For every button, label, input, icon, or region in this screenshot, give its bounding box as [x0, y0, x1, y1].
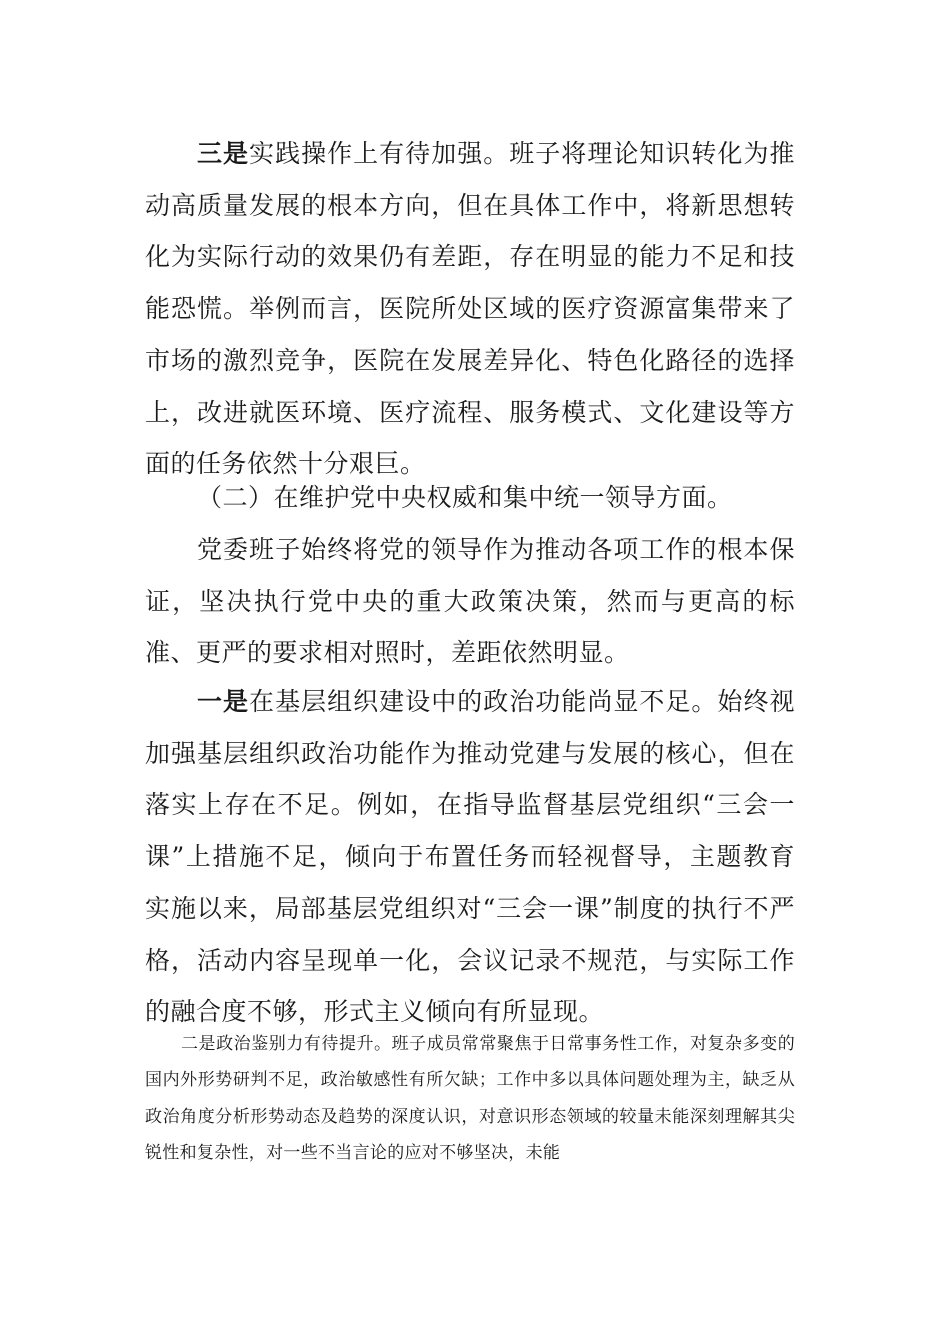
paragraph-grassroots — [145, 676, 795, 1038]
paragraph-practice — [145, 128, 795, 490]
paragraph-lead: 三是 — [197, 139, 250, 168]
paragraph-leadership: 党委班子始终将党的领导作为推动各项工作的根本保证，坚决执行党中央的重大政策决策，然而与更高的标准、更严的要求相对照时，差距依然明显。 — [145, 535, 795, 668]
paragraph-political-discernment: 二是政治鉴别力有待提升。班子成员常常聚焦于日常事务性工作，对复杂多变的国内外形势研判不足，政治敏感性有所欠缺；工作中多以具体问题处理为主，缺乏从政治角度分析形势动态及趋势的深度认识，对意识形态领域的较量未能深刻理解其尖锐性和复杂性，对一些不当言论的应对不够坚决，未能 — [145, 1034, 795, 1163]
paragraph-text: 在基层组织建设中的政治功能尚显不足。始终视加强基层组织政治功能作为推动党建与发展的核心，但在落实上存在不足。例如，在指导监督基层党组织“三会一课”上措施不足，倾向于布置任务而轻视督导，主题教育实施以来，局部基层党组织对“三会一课”制度的执行不严格，活动内容呈现单一化，会议记录不规范，与实际工作的融合度不够，形式主义倾向有所显现。 — [145, 687, 795, 1027]
section-heading: （二）在维护党中央权威和集中统一领导方面。 — [197, 483, 733, 512]
paragraph-lead: 一是 — [197, 687, 250, 716]
paragraph-text: 实践操作上有待加强。班子将理论知识转化为推动高质量发展的根本方向，但在具体工作中，将新思想转化为实际行动的效果仍有差距，存在明显的能力不足和技能恐慌。举例而言，医院所处区域的医疗资源富集带来了市场的激烈竞争，医院在发展差异化、特色化路径的选择上，改进就医环境、医疗流程、服务模式、文化建设等方面的任务依然十分艰巨。 — [145, 139, 795, 479]
